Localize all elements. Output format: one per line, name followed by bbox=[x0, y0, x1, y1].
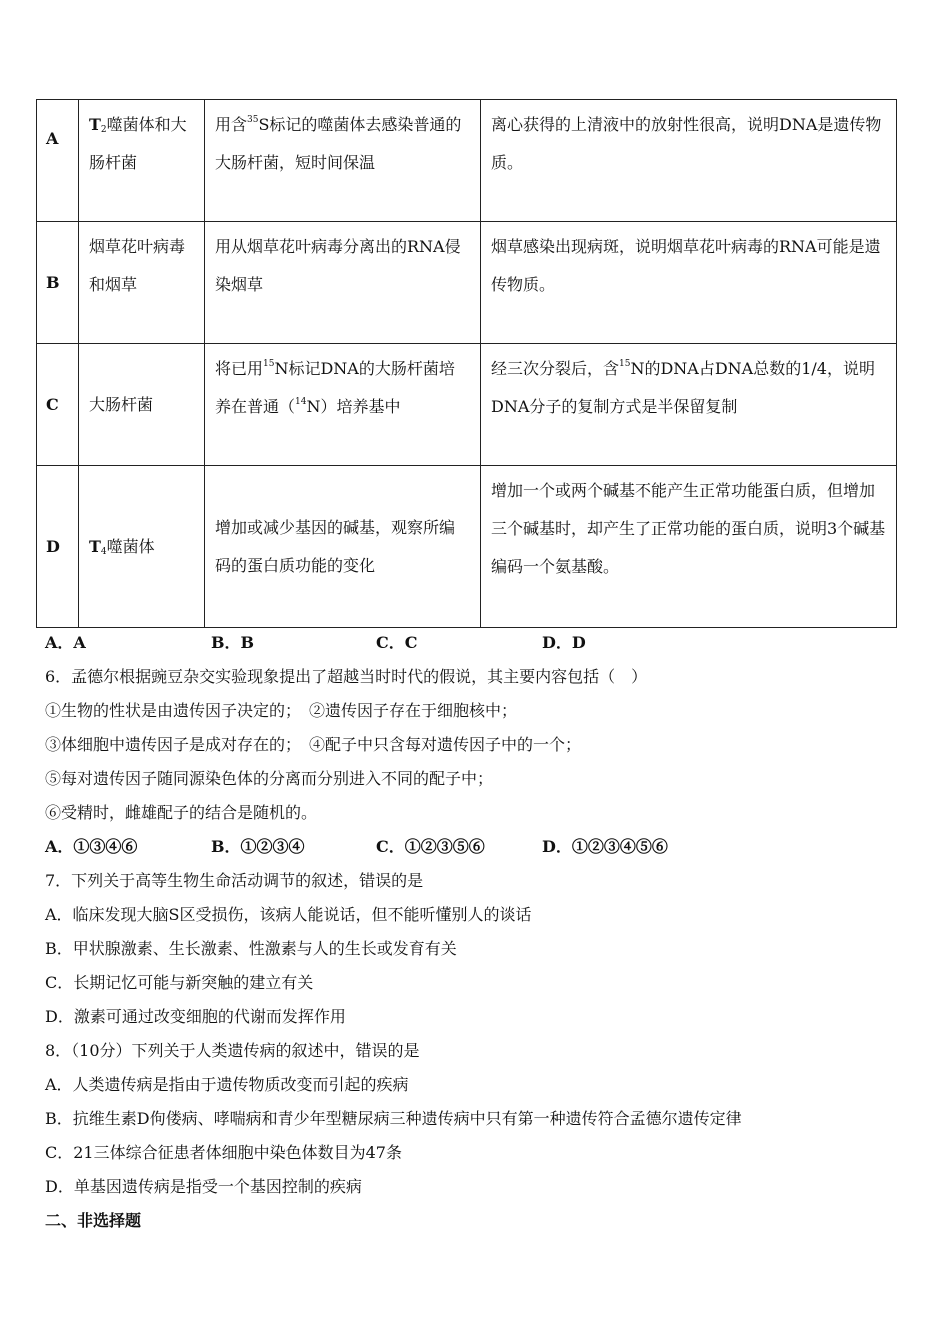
table-row bbox=[37, 344, 897, 466]
organism-cell: 大肠杆菌 bbox=[79, 344, 205, 466]
section-heading: 二、非选择题 bbox=[45, 1211, 142, 1230]
option-a[interactable]: A．①③④⑥ bbox=[45, 837, 138, 856]
table-row bbox=[37, 100, 897, 222]
q7-option-b[interactable]: B．甲状腺激素、生长激素、性激素与人的生长或发育有关 bbox=[45, 939, 457, 958]
result-cell: 增加一个或两个碱基不能产生正常功能蛋白质，但增加三个碱基时，却产生了正常功能的蛋白质，说明3个碱基编码一个氨基酸。 bbox=[481, 466, 897, 628]
result-cell: 离心获得的上清液中的放射性很高，说明DNA是遗传物质。 bbox=[481, 100, 897, 222]
q7-stem: 7．下列关于高等生物生命活动调节的叙述，错误的是 bbox=[45, 871, 424, 890]
q8-option-b[interactable]: B．抗维生素D佝偻病、哮喘病和青少年型糖尿病三种遗传病中只有第一种遗传符合孟德尔遗传定律 bbox=[45, 1109, 742, 1128]
result-cell: 经三次分裂后，含$^{15}$N的DNA占DNA总数的1/4，说明DNA分子的复制方式是半保留复制 bbox=[481, 344, 897, 466]
option-d[interactable]: D．D bbox=[542, 633, 586, 652]
row-label: D bbox=[37, 466, 79, 628]
option-b[interactable]: B．B bbox=[211, 633, 255, 652]
option-d[interactable]: D．①②③④⑤⑥ bbox=[542, 837, 668, 856]
q8-option-d[interactable]: D．单基因遗传病是指受一个基因控制的疾病 bbox=[45, 1177, 362, 1196]
q7-option-c[interactable]: C．长期记忆可能与新突触的建立有关 bbox=[45, 973, 314, 992]
organism-cell: $T_4$噬菌体 bbox=[79, 466, 205, 628]
experiment-table bbox=[36, 99, 897, 628]
table-row bbox=[37, 466, 897, 628]
q6-stem: 6．孟德尔根据豌豆杂交实验现象提出了超越当时时代的假说，其主要内容包括（ ） bbox=[45, 667, 648, 686]
organism-cell: 烟草花叶病毒和烟草 bbox=[79, 222, 205, 344]
q6-statement: ③体细胞中遗传因子是成对存在的； ④配子中只含每对遗传因子中的一个； bbox=[45, 735, 582, 754]
q8-option-a[interactable]: A．人类遗传病是指由于遗传物质改变而引起的疾病 bbox=[45, 1075, 409, 1094]
q6-statement: ⑥受精时，雌雄配子的结合是随机的。 bbox=[45, 803, 318, 822]
method-cell: 将已用$^{15}$N标记DNA的大肠杆菌培养在普通（$^{14}$N）培养基中 bbox=[205, 344, 481, 466]
q6-statement: ⑤每对遗传因子随同源染色体的分离而分别进入不同的配子中； bbox=[45, 769, 494, 788]
method-cell: 用含$^{35}$S标记的噬菌体去感染普通的大肠杆菌，短时间保温 bbox=[205, 100, 481, 222]
method-cell: 用从烟草花叶病毒分离出的RNA侵染烟草 bbox=[205, 222, 481, 344]
q8-option-c[interactable]: C．21三体综合征患者体细胞中染色体数目为47条 bbox=[45, 1143, 402, 1162]
option-b[interactable]: B．①②③④ bbox=[211, 837, 305, 856]
q8-stem: 8．（10分）下列关于人类遗传病的叙述中，错误的是 bbox=[45, 1041, 420, 1060]
q6-statement: ①生物的性状是由遗传因子决定的； ②遗传因子存在于细胞核中； bbox=[45, 701, 518, 720]
option-c[interactable]: C．①②③⑤⑥ bbox=[376, 837, 485, 856]
row-label: B bbox=[37, 222, 79, 344]
method-cell: 增加或减少基因的碱基，观察所编码的蛋白质功能的变化 bbox=[205, 466, 481, 628]
result-cell: 烟草感染出现病斑，说明烟草花叶病毒的RNA可能是遗传物质。 bbox=[481, 222, 897, 344]
organism-cell: $T_2$噬菌体和大肠杆菌 bbox=[79, 100, 205, 222]
option-a[interactable]: A．A bbox=[45, 633, 86, 652]
q7-option-d[interactable]: D．激素可通过改变细胞的代谢而发挥作用 bbox=[45, 1007, 346, 1026]
option-c[interactable]: C．C bbox=[376, 633, 418, 652]
table-row bbox=[37, 222, 897, 344]
q7-option-a[interactable]: A．临床发现大脑S区受损伤，该病人能说话，但不能听懂别人的谈话 bbox=[45, 905, 532, 924]
row-label: A bbox=[37, 100, 79, 222]
row-label: C bbox=[37, 344, 79, 466]
